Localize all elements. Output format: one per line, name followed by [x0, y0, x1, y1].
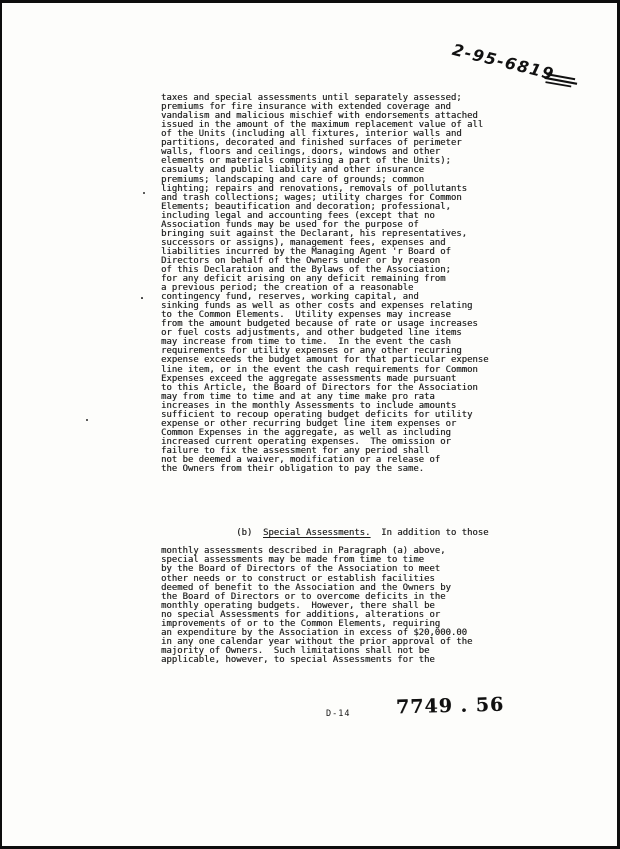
text-line: issued in the amount of the maximum replacement value of all [161, 120, 484, 131]
text-line: requirements for utility expenses or any other recurring [161, 346, 462, 357]
text-line: premiums for fire insurance with extended coverage and [161, 102, 451, 113]
text-line: increases in the monthly Assessments to include amounts [161, 400, 457, 411]
text-line: failure to fix the assessment for any period shall [161, 445, 430, 456]
text-line: Association funds may be used for the purpose of [161, 219, 419, 230]
text-line: increased current operating expenses. The omission or [161, 436, 451, 447]
scan-speck [141, 297, 143, 299]
paragraph-b-first-line [161, 520, 489, 539]
text-line: including legal and accounting fees (except that no [161, 210, 435, 221]
page-number-label: D-14 [326, 709, 351, 719]
text-line: no special Assessments for additions, alterations or [161, 609, 441, 620]
text-line: Elements; beautification and decoration; professional, [161, 201, 451, 212]
text-line: other needs or to construct or establish facilities [161, 573, 435, 584]
text-line: or fuel costs adjustments, and other budgeted line items [161, 328, 462, 339]
text-line: expense or other recurring budget line item expenses or [161, 418, 457, 429]
text-line: lighting; repairs and renovations, removals of pollutants [161, 183, 468, 194]
text-line: Directors on behalf of the Owners under or by reason [161, 255, 441, 266]
text-line: successors or assigns), management fees, expenses and [161, 237, 446, 248]
text-line: in any one calendar year without the prior approval of the [161, 636, 473, 647]
handwritten-struck-digit: 9 [539, 62, 557, 84]
text-line: of this Declaration and the Bylaws of the Association; [161, 264, 451, 275]
text-line: vandalism and malicious mischief with endorsements attached [161, 111, 478, 122]
text-line: premiums; landscaping and care of grounds; common [161, 174, 425, 185]
text-line: from the amount budgeted because of rate or usage increases [161, 319, 478, 330]
text-line: sufficient to recoup operating budget deficits for utility [161, 409, 473, 420]
text-line: of the Units (including all fixtures, interior walls and [161, 129, 462, 140]
text-line: monthly assessments described in Paragraph (a) above, [161, 546, 446, 557]
text-line: applicable, however, to special Assessments for the [161, 654, 435, 665]
paragraph-b-lines [161, 547, 489, 665]
text-line: Common Expenses in the aggregate, as well as including [161, 427, 451, 438]
text-line: an expenditure by the Association in excess of $20,000.00 [161, 627, 468, 638]
text-line: bringing suit against the Declarant, his representatives, [161, 228, 468, 239]
text-line: sinking funds as well as other costs and expenses relating [161, 301, 473, 312]
paragraph-b-indent-prefix: (b) [203, 528, 264, 539]
paragraph-a [161, 94, 489, 474]
paragraph-b-heading: Special Assessments. [263, 528, 371, 539]
text-line: monthly operating budgets. However, there shall be [161, 600, 435, 611]
text-line: liabilities incurred by the Managing Agent 'r Board of [161, 246, 451, 257]
text-line: and trash collections; wages; utility charges for Common [161, 192, 462, 203]
text-line: the Owners from their obligation to pay the same. [161, 464, 425, 475]
text-line: to this Article, the Board of Directors for the Association [161, 382, 478, 393]
scribble-strikeout-mark [543, 70, 580, 94]
text-line: may from time to time and at any time make pro rata [161, 391, 435, 402]
paragraph-b [161, 502, 489, 683]
text-line: line item, or in the event the cash requirements for Common [161, 364, 478, 375]
text-line: by the Board of Directors of the Association to meet [161, 564, 441, 575]
text-line: contingency fund, reserves, working capital, and [161, 292, 419, 303]
text-line: not be deemed a waiver, modification or a release of [161, 454, 441, 465]
text-line: improvements of or to the Common Elements, requiring [161, 618, 441, 629]
handwritten-number-text: 2-95-681 [450, 40, 545, 81]
text-line: for any deficit arising on any deficit remaining from [161, 274, 446, 285]
text-line: casualty and public liability and other insurance [161, 165, 425, 176]
text-line: deemed of benefit to the Association and the Owners by [161, 582, 451, 593]
text-line: majority of Owners. Such limitations shall not be [161, 645, 430, 656]
text-line: the Board of Directors or to overcome deficits in the [161, 591, 446, 602]
text-line: a previous period; the creation of a reasonable [161, 283, 414, 294]
text-line: to the Common Elements. Utility expenses may increase [161, 310, 451, 321]
text-line: taxes and special assessments until separately assessed; [161, 93, 462, 104]
text-line: Expenses exceed the aggregate assessments made pursuant [161, 373, 457, 384]
scan-speck [143, 192, 145, 194]
text-line: partitions, decorated and finished surfaces of perimeter [161, 138, 462, 149]
text-line: may increase from time to time. In the event the cash [161, 337, 451, 348]
text-line: expense exceeds the budget amount for that particular expense [161, 355, 489, 366]
text-line: elements or materials comprising a part of the Units); [161, 156, 451, 167]
paragraph-b-first-line-suffix: In addition to those [370, 528, 489, 539]
document-body [161, 76, 489, 701]
stamp-number: 7749 . 56 [395, 693, 505, 719]
text-line: special assessments may be made from time to time [161, 555, 425, 566]
text-line: walls, floors and ceilings, doors, windows and other [161, 147, 441, 158]
scan-speck [86, 419, 88, 421]
